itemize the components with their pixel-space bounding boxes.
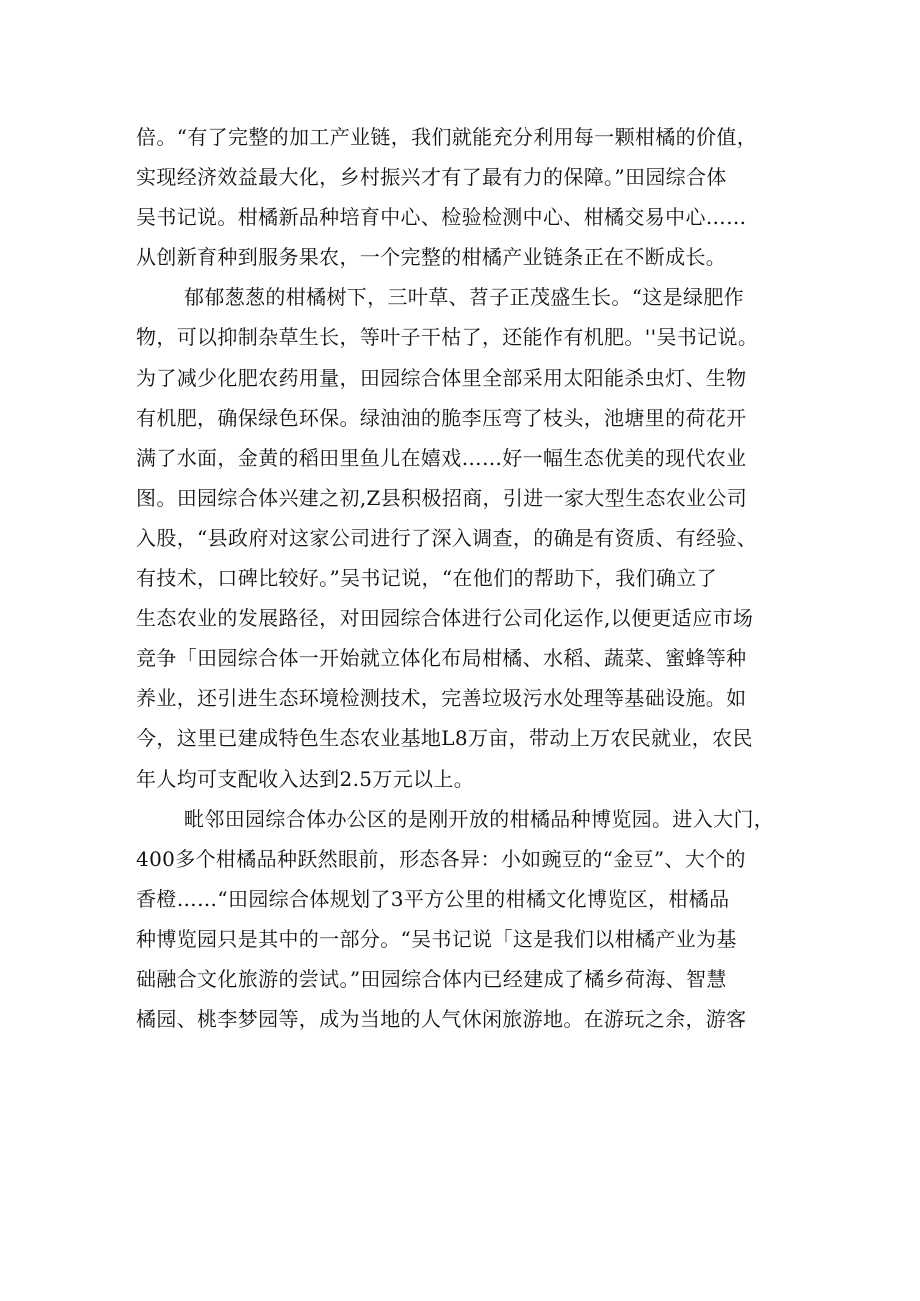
text-line: 础融合文化旅游的尝试。”田园综合体内已经建成了橘乡荷海、智慧 [136,966,727,991]
paragraph-3 [136,799,800,1040]
text-line: 有技术，口碑比较好。”吴书记说，“在他们的帮助下，我们确立了 [136,566,717,591]
text-line: 毗邻田园综合体办公区的是刚开放的柑橘品种博览园。进入大门， [184,806,775,831]
text-line: 倍。“有了完整的加工产业链，我们就能充分利用每一颗柑橘的价值， [136,125,758,149]
text-line: 种博览园只是其中的一部分。“吴书记说「这是我们以柑橘产业为基 [136,926,737,951]
text-line: 满了水面，金黄的稻田里鱼儿在嬉戏……好一幅生态优美的现代农业 [136,445,747,470]
text-line: 图。田园综合体兴建之初,Z县积极招商，引进一家大型生态农业公司 [136,485,748,510]
document-page [136,117,800,1039]
text-line: 吴书记说。柑橘新品种培育中心、检验检测中心、柑橘交易中心…… [136,205,747,230]
text-line: 从创新育种到服务果农，一个完整的柑橘产业链条正在不断成长。 [136,245,727,270]
text-line: 竞争「田园综合体一开始就立体化布局柑橘、水稻、蔬菜、蜜蜂等种 [136,646,747,671]
text-line: 今，这里已建成特色生态农业基地L8万亩，带动上万农民就业，农民 [136,726,753,751]
text-line: 年人均可支配收入达到2.5万元以上。 [136,766,475,791]
text-line: 入股，“县政府对这家公司进行了深入调查，的确是有资质、有经验、 [136,525,758,550]
text-line: 400多个柑橘品种跃然眼前，形态各异：小如豌豆的“金豆”、大个的 [136,846,746,871]
paragraph-1 [136,117,800,277]
text-line: 实现经济效益最大化，乡村振兴才有了最有力的保障。”田园综合体 [136,165,727,190]
text-line: 养业，还引进生态环境检测技术，完善垃圾污水处理等基础设施。如 [136,686,747,711]
text-line: 郁郁葱葱的柑橘树下，三叶草、苕子正茂盛生长。“这是绿肥作 [184,285,745,310]
text-line: 香橙……“田园综合体规划了3平方公里的柑橘文化博览区，柑橘品 [136,886,730,911]
text-line: 生态农业的发展路径，对田园综合体进行公司化运作,以便更适应市场 [136,606,754,631]
text-line: 橘园、桃李梦园等，成为当地的人气休闲旅游地。在游玩之余，游客 [136,1007,747,1032]
text-line: 为了减少化肥农药用量，田园综合体里全部采用太阳能杀虫灯、生物 [136,365,747,390]
text-line: 物，可以抑制杂草生长，等叶子干枯了，还能作有机肥。''吴书记说。 [136,325,759,350]
text-line: 有机肥，确保绿色环保。绿油油的脆李压弯了枝头，池塘里的荷花开 [136,405,747,430]
paragraph-2 [136,277,800,798]
